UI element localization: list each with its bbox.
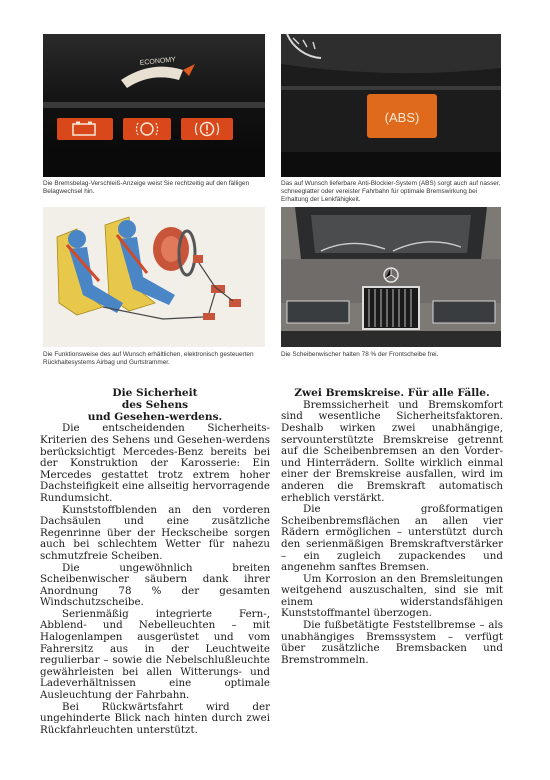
headline-line-1: Die Sicherheit [112, 387, 198, 399]
photo-abs-indicator [281, 34, 501, 177]
photo-car-front-wipers [281, 207, 501, 347]
paragraph: Die fußbetätigte Feststellbremse – als unabhängiges Bremssystem – verfügt über zusätzliche Bremsbacken und Bremstrommeln. [281, 619, 503, 666]
caption-wipers: Die Scheibenwischer halten 78 % der Frontscheibe frei. [281, 351, 439, 358]
abs-warning-label: (ABS) [384, 110, 420, 125]
left-text-column [40, 388, 270, 736]
illustration-airbag-restraint [43, 207, 265, 347]
headline-line-3: und Gesehen-werdens. [87, 410, 223, 423]
photo-brake-warning-lights [43, 34, 265, 177]
right-headline: Zwei Bremskreise. Für alle Fälle. [294, 387, 490, 399]
paragraph: Bei Rückwärtsfahrt wird der ungehinderte Blick nach hinten durch zwei Rückfahrleuchten unterstützt. [40, 700, 270, 736]
paragraph: Die großformatigen Scheibenbremsflächen an allen vier Rädern ermöglichen – unterstützt durch den serienmäßigen Bremskraftverstärker – ein zugleich zupackendes und angenehm sanftes Bremsen. [281, 503, 503, 574]
paragraph: Serienmäßig integrierte Fern-, Abblend- und Nebelleuchten – mit Halogenlampen ausgerüstet und vom Fahrersitz aus in der Leuchtweite regulierbar – sowie die Nebelschlußleuchte gewährleisten bei allen Witterungs- und Ladeverhältnissen eine optimale Ausleuchtung der Fahrbahn. [40, 607, 270, 702]
paragraph: Bremssicherheit und Bremskomfort sind wesentliche Sicherheitsfaktoren. Deshalb wirken zwei unabhängige, servounterstützte Bremskreise getrennt auf die Scheibenbremsen an den Vorder- und Hinterrädern. Sollte wirklich einmal einer der Bremskreise ausfallen, wird im anderen die Bremskraft automatisch erheblich verstärkt. [281, 398, 503, 504]
paragraph: Die entscheidenden Sicherheits-Kriterien des Sehens und Gesehen-werdens berücksichtigt Mercedes-Benz bereits bei der Konstruktion der Karosserie: Ein Mercedes gestattet trotz extrem hoher Dachsteifigkeit eine allseitig hervorragende Rundumsicht. [40, 422, 270, 504]
paragraph: Um Korrosion an den Bremsleitungen weitgehend auszuschalten, sind sie mit einem widerstandsfähigen Kunststoffmantel überzogen. [281, 572, 503, 620]
paragraph: Die ungewöhnlich breiten Scheibenwischer säubern dank ihrer Anordnung 78 % der gesamten Windschutzscheibe. [40, 561, 270, 609]
headline-line-2: des Sehens [121, 398, 189, 411]
caption-airbag: Die Funktionsweise des auf Wunsch erhältlichen, elektronisch gesteuerten Rückhaltesystems Airbag und Gurtstrammer. [43, 351, 254, 366]
paragraph: Kunststoffblenden an den vorderen Dachsäulen und eine zusätzliche Regenrinne über der Heckscheibe sorgen auch bei schlechtem Wetter für nahezu schmutzfreie Scheiben. [40, 503, 270, 562]
caption-abs: Das auf Wunsch lieferbare Anti-Blockier-System (ABS) sorgt auch auf nasser, schneeglatter oder vereister Fahrbahn für optimale Bremswirkung bei Erhaltung der Lenkfähigkeit. [281, 180, 501, 203]
right-text-column [281, 388, 503, 666]
caption-brake-wear: Die Bremsbelag-Verschleiß-Anzeige weist Sie rechtzeitig auf den fälligen Belagwechsel hin. [43, 180, 250, 195]
economy-gauge-label: ECONOMY [139, 56, 177, 67]
